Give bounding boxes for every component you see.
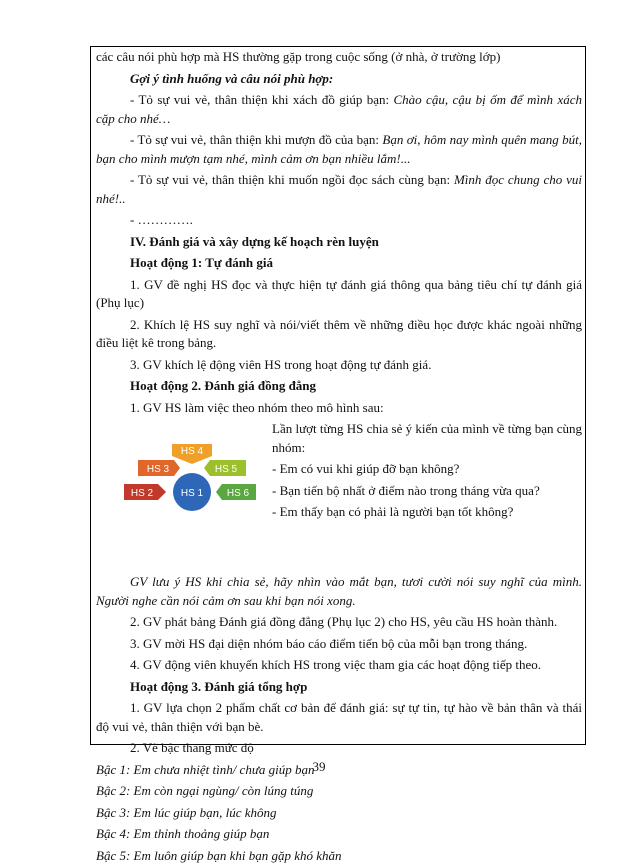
suggestion-item: - Tỏ sự vui vẻ, thân thiện khi muốn ngồi đọc sách cùng bạn: Mình đọc chung cho vui nhé!..	[96, 172, 582, 206]
ladder-step: Bậc 5: Em luôn giúp bạn khi bạn gặp khó khăn	[96, 847, 342, 863]
text-line: 1. GV đề nghị HS đọc và thực hiện tự đánh giá thông qua bảng tiêu chí tự đánh giá (Phụ lục)	[96, 276, 582, 310]
hs3-label: HS 3	[146, 464, 170, 475]
text-line: 2. GV phát bảng Đánh giá đồng đẳng (Phụ lục 2) cho HS, yêu cầu HS hoàn thành.	[130, 614, 558, 629]
question-item: - Bạn tiến bộ nhất ở điểm nào trong tháng vừa qua?	[272, 482, 540, 498]
hs2-label: HS 2	[130, 488, 154, 499]
text-line: 3. GV mời HS đại diện nhóm báo cáo điểm tiến bộ của mỗi bạn trong tháng.	[130, 635, 528, 651]
text-line: 3. GV khích lệ động viên HS trong hoạt động tự đánh giá.	[130, 356, 432, 372]
text-line: 1. GV lựa chọn 2 phẩm chất cơ bản để đánh giá: sự tự tin, tự hào về bản thân và thái độ vui vẻ, thân thiện với bạn bè.	[96, 700, 582, 734]
hs6-label: HS 6	[226, 488, 250, 499]
text-line: các câu nói phù hợp mà HS thường gặp trong cuộc sống (ở nhà, ở trường lớp)	[96, 49, 501, 64]
hs1-label: HS 1	[180, 488, 204, 499]
text-line: 2. Vẽ bậc thang mức độ	[130, 740, 254, 755]
question-item: - Em có vui khi giúp đỡ bạn không?	[272, 461, 460, 476]
hs4-label: HS 4	[180, 446, 204, 457]
teacher-note: GV lưu ý HS khi chia sẻ, hãy nhìn vào mắt bạn, tươi cười nói suy nghĩ của mình. Người nghe cần nói cảm ơn sau khi bạn nói xong.	[96, 574, 582, 608]
ellipsis-item: - ………….	[130, 212, 193, 227]
section-heading: IV. Đánh giá và xây dựng kế hoạch rèn luyện	[130, 233, 379, 249]
text-line: 1. GV HS làm việc theo nhóm theo mô hình sau:	[130, 399, 384, 415]
activity-heading: Hoạt động 3. Đánh giá tổng hợp	[130, 678, 308, 694]
ladder-step: Bậc 2: Em còn ngại ngùng/ còn lúng túng	[96, 783, 314, 798]
group-questions	[272, 420, 582, 525]
suggestion-item: - Tỏ sự vui vẻ, thân thiện khi xách đồ giúp bạn: Chào cậu, cậu bị ốm để mình xách cặp cho nhé…	[96, 92, 582, 126]
document-body	[96, 48, 582, 868]
suggestion-heading: Gợi ý tình huống và câu nói phù hợp:	[130, 70, 334, 86]
ladder-step: Bậc 3: Em lúc giúp bạn, lúc không	[96, 804, 277, 820]
activity-heading: Hoạt động 2. Đánh giá đồng đẳng	[130, 378, 317, 393]
text-line: Lần lượt từng HS chia sẻ ý kiến của mình về từng bạn cùng nhóm:	[272, 421, 582, 455]
hs5-label: HS 5	[214, 464, 238, 475]
page-number: 39	[312, 759, 326, 774]
group-model-block	[96, 420, 582, 570]
ladder-step: Bậc 4: Em thỉnh thoảng giúp bạn	[96, 826, 270, 841]
question-item: - Em thấy bạn có phải là người bạn tốt không?	[272, 504, 514, 519]
text-line: 4. GV động viên khuyến khích HS trong việc tham gia các hoạt động tiếp theo.	[130, 657, 541, 672]
suggestion-item: - Tỏ sự vui vẻ, thân thiện khi mượn đồ của bạn: Bạn ơi, hôm nay mình quên mang bút, bạn cho mình mượn tạm nhé, mình cảm ơn bạn nhiều lắm!...	[96, 132, 583, 166]
ladder-step: Bậc 1: Em chưa nhiệt tình/ chưa giúp bạn	[96, 761, 315, 777]
activity-heading: Hoạt động 1: Tự đánh giá	[130, 255, 274, 270]
group-diagram	[124, 442, 259, 512]
text-line: 2. Khích lệ HS suy nghĩ và nói/viết thêm về những điều học được khác ngoài những điều liệt kê trong bảng.	[96, 316, 582, 350]
